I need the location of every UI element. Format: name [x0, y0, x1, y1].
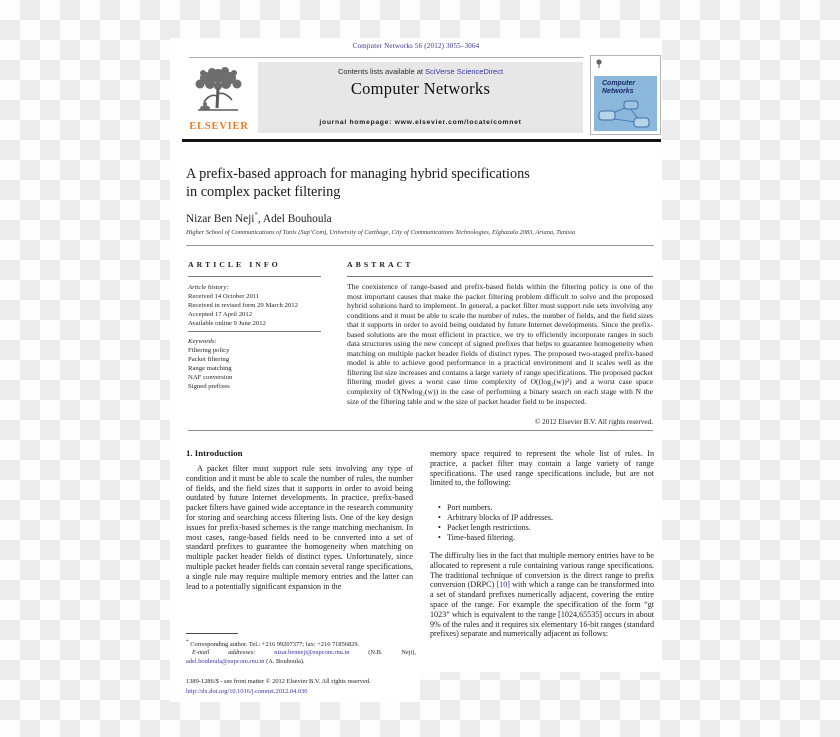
authors-line	[186, 211, 332, 225]
email-link-1[interactable]: nizar.benneji@supcom.rnu.tn	[274, 649, 350, 657]
journal-homepage-line[interactable]: journal homepage: www.elsevier.com/locate/comnet	[319, 119, 522, 126]
article-info-heading: ARTICLE INFO	[188, 260, 281, 269]
footnote-star: *	[186, 639, 189, 645]
masthead-box	[258, 62, 583, 133]
body-paragraph: memory space required to represent the whole list of rules. In practice, a packet filter may contain a large variety of range specifications. The used range specifications include, but are not limited to, the following:	[430, 449, 654, 488]
elsevier-wordmark: ELSEVIER	[189, 121, 249, 132]
contents-line	[258, 67, 583, 76]
keyword-item: Packet filtering	[188, 356, 230, 363]
keyword-item: Range matching	[188, 365, 232, 372]
keyword-item: Filtering policy	[188, 347, 230, 354]
bullet-item: • Time-based filtering.	[438, 533, 654, 543]
article-title	[186, 166, 616, 201]
affiliation: Higher School of Communications of Tunis (Sup’Com), University of Carthage, City of Communications Technologies, Elghazala 2083, Ariana, Tunisia	[186, 229, 576, 236]
keyword-item: NAF conversion	[188, 374, 233, 381]
coauthor-name: , Adel Bouhoula	[257, 212, 332, 225]
abstract-divider-top	[347, 276, 653, 277]
doi-link[interactable]: http://dx.doi.org/10.1016/j.comnet.2012.04.030	[186, 688, 308, 695]
paragraph-text: The difficulty lies in the fact that multiple memory entries have to be allocated to represent a rule containing various range specifications. The traditional technique of conversion is the direct range to prefix conversion (DRPC)	[430, 551, 654, 590]
title-divider	[186, 245, 654, 246]
keyword-item: Signed prefixes	[188, 383, 230, 390]
paragraph-text: with which a range can be transformed into a set of standard prefixes numerically adjacent, covering the entire space of the range. For example the specification of the form “gt 1023” which is equivalent to the range [1024,65535] occurs in about 9% of the rules and it requires six elementary 16-bit ranges (standard prefixes) separate and numerically adjacent as follows:	[430, 580, 654, 639]
sciverse-sciencedirect-link[interactable]: SciVerse ScienceDirect	[425, 67, 504, 76]
keywords-block	[188, 337, 338, 391]
elsevier-mini-logo-icon	[595, 59, 603, 69]
article-history-block	[188, 283, 338, 328]
cover-art	[594, 76, 657, 131]
journal-reference: Computer Networks 56 (2012) 3055–3064	[352, 42, 480, 50]
cover-network-art	[594, 97, 657, 131]
abstract-text: The coexistence of range-based and prefix-based fields within the filtering policy is one of the most important causes that make the packet filtering problem difficult to solve and the proposed hybrid solutions hard to implement. In general, a packet filter must support rule sets involving any conditions and it must be able to scale the number of rules, the number of fields, and the field sizes that it supports in order to avoid being outdated by future Internet developments. Since the prefix-based solutions are the most efficient in practice, we try to efficiently incorporate ranges in such data structures using the new concept of signed prefixes that helps to guarantee homogeneity when matching on multiple packet header fields of distinct types. The proposed two-staged prefix-based model is able to achieve good performance in a practical environment and it scales well as the filtering list size increases and contains a large variety of range specifications. The proposed packet filtering model gives a worst case time complexity of O((log₂(w))²) and a worst case space complexity of O(Nwlog₂(w)) in the case of performing a binary search on each stage with N the size of the filtering table and w the size of packet header field to be inspected.	[347, 282, 653, 406]
intro-heading: 1. Introduction	[186, 448, 243, 458]
history-item: Received 14 October 2011	[188, 293, 260, 300]
article-history-label: Article history:	[188, 284, 229, 291]
footnote-block	[186, 638, 416, 666]
page-footer-sheet	[170, 672, 420, 702]
abstract-heading: ABSTRACT	[347, 260, 414, 269]
corresponding-author-mark[interactable]: *	[254, 211, 258, 219]
elsevier-tree-icon	[190, 64, 248, 118]
journal-title: Computer Networks	[350, 79, 491, 98]
elsevier-logo-box	[182, 62, 256, 133]
citation-link-10[interactable]: [10]	[496, 580, 510, 590]
keywords-label: Keywords:	[188, 338, 217, 345]
intro-paragraph: A packet filter must support rule sets involving any type of condition and it must be able to scale the number of rules, the number of fields, and the field sizes that it supports in order to avoid being outdated by future Internet developments. In practice, prefix-based packet filters have gained wide acceptance in the research community for storing and searching access filtering lists. One of the key design issues for prefix-based schemes is the range matching mechanism. In most cases, range-based fields need to be converted into a set of standard prefixes to guarantee the homogeneity when matching on multiple packet header fields of distinct types. Unfortunately, since multiple packet header fields can contain several range specifications, a single rule may require multiple memory entries and the latter can lead to a potentially significant expansion in the	[186, 464, 413, 591]
info-divider-top	[188, 276, 321, 277]
footnote-divider	[186, 633, 238, 634]
body-paragraph	[430, 551, 654, 639]
article-title-line1: A prefix-based approach for managing hybrid specifications	[186, 166, 530, 182]
corresponding-author-note: * Corresponding author. Tel.: +216 99207377; fax: +216 71856829.	[186, 639, 360, 649]
email-addresses-note: E-mail addresses: nizar.benneji@supcom.rnu.tn (N.B. Neji), adel.bouhoula@supcom.rnu.tn (A. Bouhoula).	[186, 649, 416, 665]
cover-title: Computer Networks	[602, 80, 636, 95]
bullet-item: • Port numbers.	[438, 503, 654, 513]
issn-line: 1389-1286/$ - see front matter © 2012 Elsevier B.V. All rights reserved.	[186, 678, 371, 685]
bullet-list	[438, 503, 654, 543]
history-item: Available online 9 June 2012	[188, 320, 266, 327]
copyright-line: © 2012 Elsevier B.V. All rights reserved.	[534, 418, 653, 426]
contents-prefix: Contents lists available at	[337, 67, 426, 76]
keywords-divider	[188, 331, 321, 332]
header-divider	[189, 57, 583, 58]
bullet-item: • Packet length restrictions.	[438, 523, 654, 533]
email-label: E-mail addresses:	[192, 649, 275, 657]
masthead-thick-rule	[182, 139, 661, 142]
author-name: Nizar Ben Neji	[186, 212, 255, 225]
email-link-2[interactable]: adel.bouhoula@supcom.rnu.tn	[186, 657, 265, 665]
article-title-line2: in complex packet filtering	[186, 183, 341, 200]
bullet-item: • Arbitrary blocks of IP addresses.	[438, 513, 654, 523]
history-item: Accepted 17 April 2012	[188, 311, 253, 318]
journal-cover-thumbnail[interactable]	[590, 55, 661, 135]
section-divider	[188, 430, 653, 431]
history-item: Received in revised form 29 March 2012	[188, 302, 298, 309]
